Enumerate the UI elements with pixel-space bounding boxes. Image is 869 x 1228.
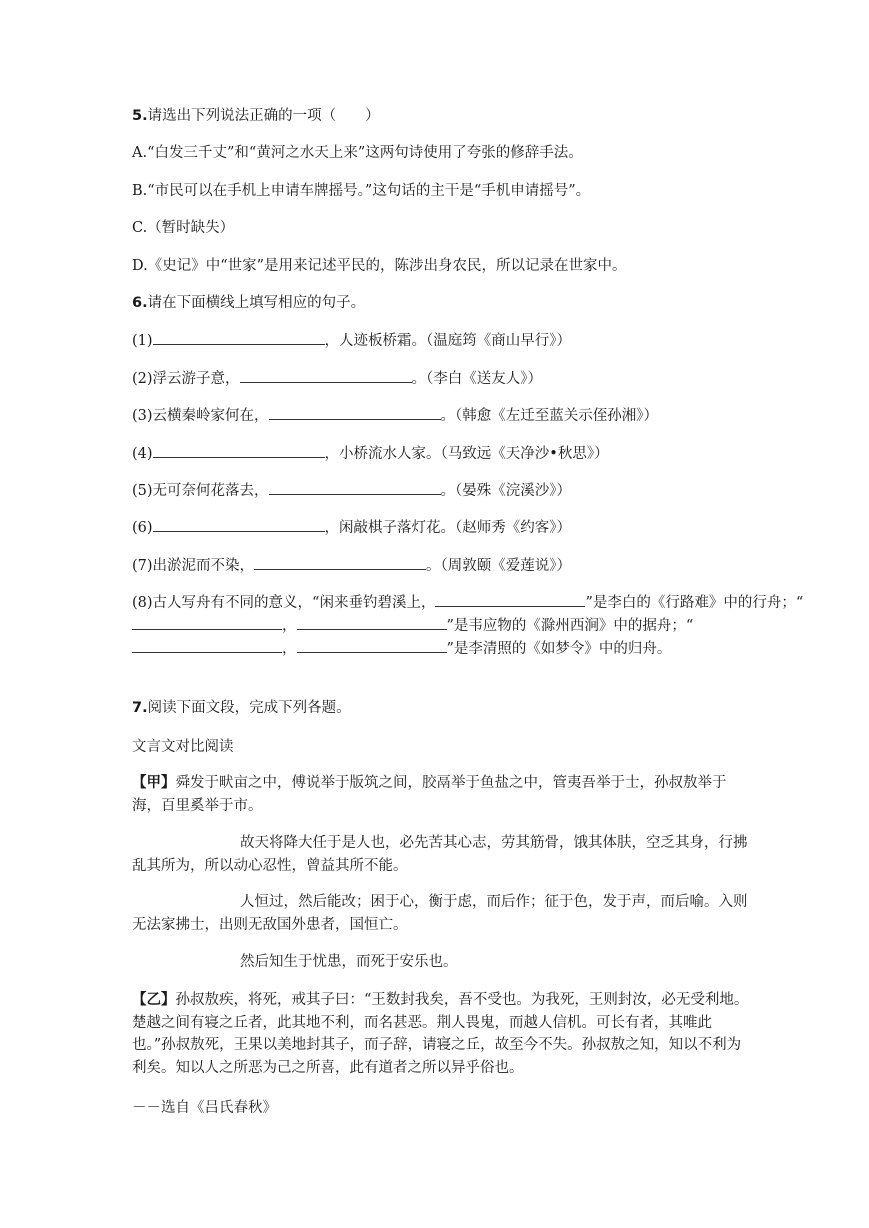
- q6-item-7: (7)出淤泥而不染， 。（周敦颐《爱莲说》）: [132, 555, 571, 576]
- q5-option-c: C.（暂时缺失）: [132, 220, 235, 236]
- passage-source: －－选自《吕氏春秋》: [132, 1100, 277, 1116]
- q6-item-8-line-2: ， ”是韦应物的《滁州西涧》中的据舟；“: [132, 615, 693, 636]
- answer-blank[interactable]: [132, 638, 282, 653]
- q6-item-2: (2)浮云游子意， 。（李白《送友人》）: [132, 368, 542, 389]
- q5-stem: 5.请选出下列说法正确的一项（ ）: [132, 108, 380, 124]
- passage-jia-paragraph-3: 人恒过，然后能改；困于心，衡于虑，而后作；征于色，发于声，而后喻。入则无法家拂士，出则无敌国外患者，国恒亡。: [132, 894, 748, 933]
- answer-blank[interactable]: [254, 555, 426, 570]
- q7-subtitle: 文言文对比阅读: [132, 739, 234, 755]
- q6-item-1: (1) ，人迹板桥霜。（温庭筠《商山早行》）: [132, 330, 571, 351]
- q6-item-4: (4) ，小桥流水人家。（马致远《天净沙•秋思》）: [132, 443, 609, 464]
- answer-blank[interactable]: [153, 330, 325, 345]
- passage-yi-paragraph: 【乙】孙叔敖疾，将死，戒其子曰：“王数封我矣，吾不受也。为我死，王则封汝，必无受利地。楚越之间有寝之丘者，此其地不利，而名甚恶。荆人畏鬼，而越人信机。可长有者，其唯此也。”孙叔敖死，王果以美地封其子，而子辞，请寝之丘，故至今不失。孙叔敖之知，知以不利为利矣。知以人之所恶为己之所喜，此有道者之所以异乎俗也。: [132, 991, 749, 1076]
- passage-yi-label: 【乙】: [132, 991, 176, 1008]
- q7-number: 7.: [132, 700, 148, 716]
- answer-blank[interactable]: [297, 638, 447, 653]
- passage-jia-label: 【甲】: [132, 774, 176, 791]
- q6-stem: 6.请在下面横线上填写相应的句子。: [132, 295, 366, 311]
- answer-blank[interactable]: [269, 480, 441, 495]
- q5-option-d: D.《史记》中“世家”是用来记述平民的，陈涉出身农民，所以记录在世家中。: [132, 258, 627, 274]
- answer-blank[interactable]: [297, 615, 447, 630]
- answer-blank[interactable]: [153, 443, 325, 458]
- q6-item-8-line-1: (8)古人写舟有不同的意义，“闲来垂钓碧溪上， ”是李白的《行路难》中的行舟；“: [132, 592, 803, 613]
- q6-item-5: (5)无可奈何花落去， 。（晏殊《浣溪沙》）: [132, 480, 571, 501]
- q7-stem: 7.阅读下面文段，完成下列各题。: [132, 700, 351, 716]
- answer-blank[interactable]: [269, 405, 441, 420]
- passage-jia-paragraph-2: 故天将降大任于是人也，必先苦其心志，劳其筋骨，饿其体肤，空乏其身，行拂乱其所为，所以动心忍性，曾益其所不能。: [132, 835, 748, 874]
- answer-blank[interactable]: [435, 592, 585, 607]
- q6-item-3: (3)云横秦岭家何在， 。（韩愈《左迁至蓝关示侄孙湘》）: [132, 405, 658, 426]
- q6-item-8-line-3: ， ”是李清照的《如梦令》中的归舟。: [132, 638, 671, 659]
- q6-item-6: (6) ，闲敲棋子落灯花。（赵师秀《约客》）: [132, 517, 571, 538]
- passage-jia-paragraph-4: 然后知生于忧患，而死于安乐也。: [240, 954, 458, 970]
- q5-option-a: A.“白发三千丈”和“黄河之水天上来”这两句诗使用了夸张的修辞手法。: [132, 145, 583, 161]
- q5-option-b: B.“市民可以在手机上申请车牌摇号。”这句话的主干是“手机申请摇号”。: [132, 183, 591, 199]
- q5-number: 5.: [132, 108, 148, 124]
- answer-blank[interactable]: [132, 615, 282, 630]
- answer-blank[interactable]: [153, 517, 325, 532]
- passage-jia-paragraph-1: 【甲】舜发于畎亩之中，傅说举于版筑之间，胶鬲举于鱼盐之中，管夷吾举于士，孙叔敖举于海，百里奚举于市。: [132, 774, 727, 814]
- answer-blank[interactable]: [240, 368, 412, 383]
- q6-number: 6.: [132, 295, 148, 311]
